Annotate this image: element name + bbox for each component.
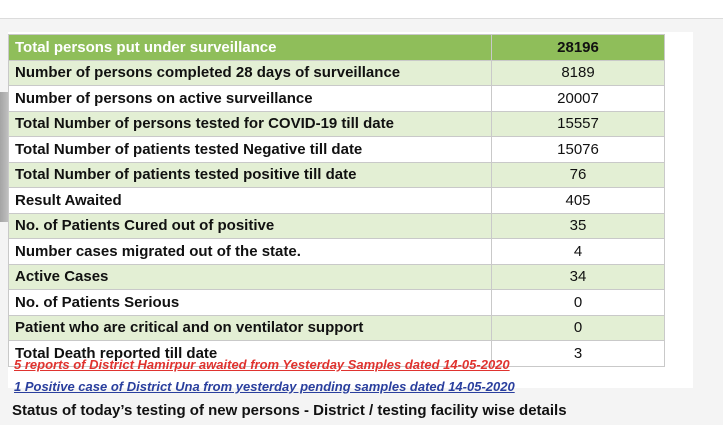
row-value: 28196: [492, 35, 665, 61]
una-note: 1 Positive case of District Una from yesterday pending samples dated 14-05-2020: [14, 379, 515, 394]
row-value: 15557: [492, 111, 665, 137]
row-label: Number cases migrated out of the state.: [9, 239, 492, 265]
top-bar: [0, 0, 723, 19]
footer-text: Status of today’s testing of new persons - District / testing facility wise details: [12, 402, 567, 419]
table-row: [9, 86, 665, 112]
row-label: Total Number of patients tested Negative till date: [9, 137, 492, 163]
table-row: [9, 239, 665, 265]
row-value: 76: [492, 162, 665, 188]
row-value: 20007: [492, 86, 665, 112]
hamirpur-note: 5 reports of District Hamirpur awaited from Yesterday Samples dated 14-05-2020: [14, 357, 510, 372]
row-label: Total Number of persons tested for COVID-19 till date: [9, 111, 492, 137]
row-value: 35: [492, 213, 665, 239]
row-label: No. of Patients Serious: [9, 290, 492, 316]
table-row: [9, 290, 665, 316]
row-value: 8189: [492, 60, 665, 86]
surveillance-table: [8, 34, 665, 367]
table-row: [9, 213, 665, 239]
row-value: 15076: [492, 137, 665, 163]
row-label: Total Death reported till date: [9, 341, 492, 367]
table-row: [9, 60, 665, 86]
row-value: 4: [492, 239, 665, 265]
row-label: Result Awaited: [9, 188, 492, 214]
table-row: [9, 188, 665, 214]
row-value: 0: [492, 290, 665, 316]
row-value: 34: [492, 264, 665, 290]
row-label: Total persons put under surveillance: [9, 35, 492, 61]
table-row: [9, 111, 665, 137]
table-row: [9, 162, 665, 188]
table-row: [9, 264, 665, 290]
table-row: [9, 137, 665, 163]
row-label: Total Number of patients tested positive till date: [9, 162, 492, 188]
row-value: 3: [492, 341, 665, 367]
row-label: Active Cases: [9, 264, 492, 290]
row-label: Patient who are critical and on ventilator support: [9, 315, 492, 341]
row-label: Number of persons completed 28 days of surveillance: [9, 60, 492, 86]
row-label: Number of persons on active surveillance: [9, 86, 492, 112]
row-value: 0: [492, 315, 665, 341]
table-row: [9, 315, 665, 341]
row-label: No. of Patients Cured out of positive: [9, 213, 492, 239]
row-value: 405: [492, 188, 665, 214]
table-row: [9, 35, 665, 61]
